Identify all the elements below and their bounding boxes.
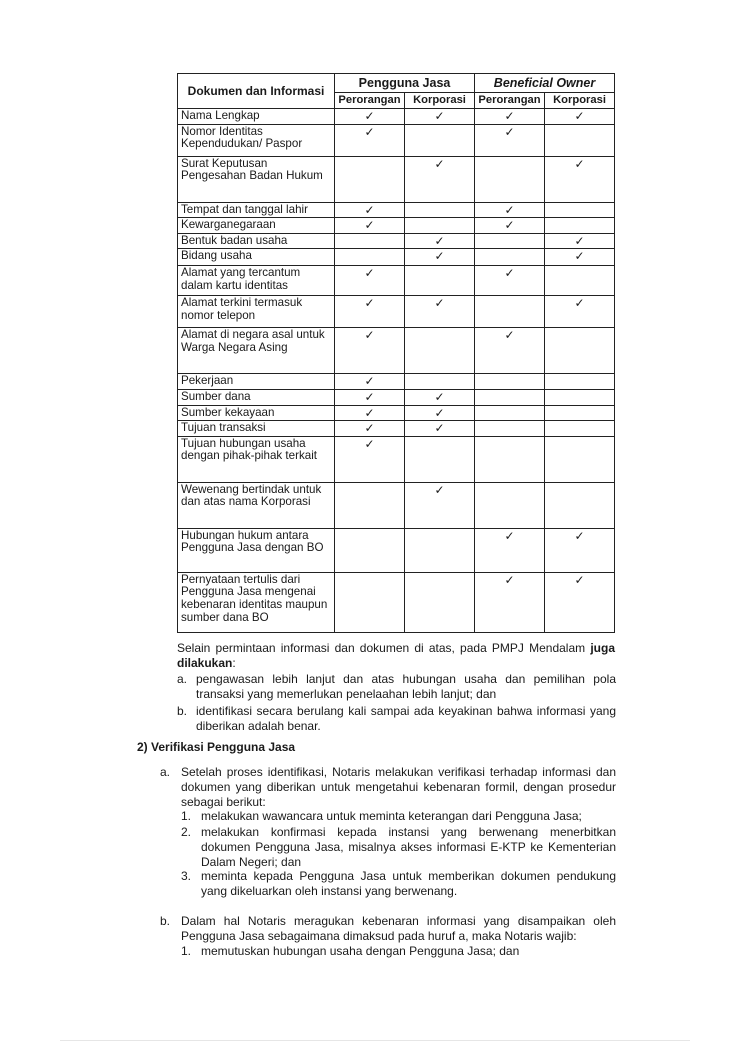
item-text: melakukan wawancara untuk meminta keterangan dari Pengguna Jasa; bbox=[201, 809, 582, 823]
row-label: Tempat dan tanggal lahir bbox=[178, 202, 335, 218]
cell-bo-individual bbox=[475, 296, 545, 328]
cell-user-individual bbox=[335, 202, 405, 218]
item-text: melakukan konfirmasi kepada instansi yang berwenang menerbitkan dokumen Pengguna Jasa, misalnya akses informasi E-KTP ke Kementerian Dalam Negeri; dan bbox=[201, 825, 616, 869]
cell-bo-individual bbox=[475, 266, 545, 296]
checkmark-icon: ✓ bbox=[364, 296, 375, 311]
cell-bo-corporate bbox=[545, 328, 615, 374]
checkmark-icon: ✓ bbox=[574, 109, 585, 123]
checkmark-icon: ✓ bbox=[574, 296, 585, 311]
cell-user-corporate bbox=[405, 374, 475, 390]
item-marker: 1. bbox=[181, 944, 192, 958]
subheader-user-individual: Perorangan bbox=[335, 93, 405, 109]
row-label: Sumber kekayaan bbox=[178, 405, 335, 421]
table-row bbox=[178, 202, 615, 218]
table-row bbox=[178, 528, 615, 572]
checkmark-icon: ✓ bbox=[364, 328, 375, 343]
cell-user-individual bbox=[335, 296, 405, 328]
item-marker: b. bbox=[160, 914, 171, 928]
item-marker: a. bbox=[177, 672, 188, 686]
checkmark-icon: ✓ bbox=[434, 156, 445, 171]
item-text: identifikasi secara berulang kali sampai ada keyakinan bahwa informasi yang diberikan adalah benar. bbox=[196, 704, 616, 733]
cell-bo-corporate bbox=[545, 572, 615, 632]
row-label: Wewenang bertindak untuk dan atas nama Korporasi bbox=[178, 482, 335, 528]
cell-bo-individual bbox=[475, 109, 545, 125]
checkmark-icon: ✓ bbox=[364, 202, 375, 217]
cell-bo-individual bbox=[475, 374, 545, 390]
cell-user-individual bbox=[335, 482, 405, 528]
cell-bo-individual bbox=[475, 436, 545, 482]
table-row bbox=[178, 109, 615, 125]
item-marker: 3. bbox=[181, 869, 192, 883]
list-item bbox=[177, 704, 617, 736]
row-label: Alamat terkini termasuk nomor telepon bbox=[178, 296, 335, 328]
requirements-table bbox=[177, 73, 615, 633]
cell-user-corporate bbox=[405, 109, 475, 125]
table-row bbox=[178, 482, 615, 528]
table-row bbox=[178, 156, 615, 202]
checkmark-icon: ✓ bbox=[504, 572, 515, 587]
checkmark-icon: ✓ bbox=[434, 233, 445, 248]
cell-user-individual bbox=[335, 374, 405, 390]
row-label: Bentuk badan usaha bbox=[178, 233, 335, 249]
section-2a bbox=[160, 765, 616, 905]
checkmark-icon: ✓ bbox=[504, 124, 515, 139]
checkmark-icon: ✓ bbox=[364, 266, 375, 281]
cell-user-individual bbox=[335, 124, 405, 156]
table-row bbox=[178, 421, 615, 437]
cell-bo-individual bbox=[475, 202, 545, 218]
item-text: memutuskan hubungan usaha dengan Pengguna Jasa; dan bbox=[201, 944, 520, 958]
checkmark-icon: ✓ bbox=[504, 202, 515, 217]
cell-bo-corporate bbox=[545, 218, 615, 234]
checkmark-icon: ✓ bbox=[504, 266, 515, 281]
section-heading: 2) Verifikasi Pengguna Jasa bbox=[137, 740, 296, 754]
cell-bo-corporate bbox=[545, 233, 615, 249]
row-label: Nomor Identitas Kependudukan/ Paspor bbox=[178, 124, 335, 156]
cell-bo-corporate bbox=[545, 249, 615, 266]
checkmark-icon: ✓ bbox=[434, 389, 445, 404]
cell-user-corporate bbox=[405, 572, 475, 632]
cell-bo-corporate bbox=[545, 374, 615, 390]
list-item bbox=[181, 944, 616, 959]
checkmark-icon: ✓ bbox=[364, 436, 375, 451]
after-table-list bbox=[177, 672, 617, 736]
table-row bbox=[178, 249, 615, 266]
cell-user-individual bbox=[335, 328, 405, 374]
cell-bo-corporate bbox=[545, 389, 615, 405]
cell-user-corporate bbox=[405, 202, 475, 218]
cell-bo-corporate bbox=[545, 421, 615, 437]
cell-bo-individual bbox=[475, 218, 545, 234]
row-label: Alamat yang tercantum dalam kartu identitas bbox=[178, 266, 335, 296]
cell-bo-individual bbox=[475, 572, 545, 632]
checkmark-icon: ✓ bbox=[434, 109, 445, 123]
checkmark-icon: ✓ bbox=[364, 421, 375, 436]
cell-user-individual bbox=[335, 528, 405, 572]
checkmark-icon: ✓ bbox=[574, 233, 585, 248]
checkmark-icon: ✓ bbox=[434, 421, 445, 436]
checkmark-icon: ✓ bbox=[364, 109, 375, 123]
cell-bo-corporate bbox=[545, 109, 615, 125]
table-row bbox=[178, 405, 615, 421]
header-service-user: Pengguna Jasa bbox=[335, 74, 475, 93]
cell-bo-corporate bbox=[545, 436, 615, 482]
item-text: Setelah proses identifikasi, Notaris melakukan verifikasi terhadap informasi dan dokumen yang diberikan untuk mengetahui kebenaran formil, dengan prosedur sebagai berikut: bbox=[181, 765, 616, 809]
row-label: Nama Lengkap bbox=[178, 109, 335, 125]
row-label: Sumber dana bbox=[178, 389, 335, 405]
cell-bo-corporate bbox=[545, 296, 615, 328]
cell-bo-individual bbox=[475, 233, 545, 249]
table-row bbox=[178, 124, 615, 156]
cell-bo-corporate bbox=[545, 405, 615, 421]
table-row bbox=[178, 233, 615, 249]
subheader-user-corporate: Korporasi bbox=[405, 93, 475, 109]
list-item bbox=[177, 672, 617, 704]
cell-bo-individual bbox=[475, 389, 545, 405]
page-edge-divider bbox=[60, 1040, 690, 1041]
cell-user-individual bbox=[335, 233, 405, 249]
item-marker: a. bbox=[160, 765, 171, 779]
cell-bo-corporate bbox=[545, 528, 615, 572]
cell-bo-corporate bbox=[545, 202, 615, 218]
table-row bbox=[178, 572, 615, 632]
cell-user-corporate bbox=[405, 389, 475, 405]
checkmark-icon: ✓ bbox=[504, 109, 515, 123]
table-row bbox=[178, 328, 615, 374]
cell-user-individual bbox=[335, 389, 405, 405]
cell-user-corporate bbox=[405, 249, 475, 266]
row-label: Alamat di negara asal untuk Warga Negara Asing bbox=[178, 328, 335, 374]
checkmark-icon: ✓ bbox=[434, 482, 445, 497]
cell-user-corporate bbox=[405, 328, 475, 374]
item-marker: 1. bbox=[181, 809, 192, 823]
section-2b bbox=[160, 914, 616, 974]
row-label: Surat Keputusan Pengesahan Badan Hukum bbox=[178, 156, 335, 202]
checkmark-icon: ✓ bbox=[574, 156, 585, 171]
cell-bo-corporate bbox=[545, 156, 615, 202]
row-label: Hubungan hukum antara Pengguna Jasa dengan BO bbox=[178, 528, 335, 572]
cell-bo-corporate bbox=[545, 482, 615, 528]
cell-bo-individual bbox=[475, 124, 545, 156]
row-label: Pernyataan tertulis dari Pengguna Jasa mengenai kebenaran identitas maupun sumber dana BO bbox=[178, 572, 335, 632]
cell-user-individual bbox=[335, 572, 405, 632]
cell-user-corporate bbox=[405, 421, 475, 437]
row-label: Pekerjaan bbox=[178, 374, 335, 390]
row-label: Tujuan transaksi bbox=[178, 421, 335, 437]
cell-user-individual bbox=[335, 218, 405, 234]
list-item bbox=[181, 825, 616, 870]
checkmark-icon: ✓ bbox=[364, 124, 375, 139]
row-label: Bidang usaha bbox=[178, 249, 335, 266]
checkmark-icon: ✓ bbox=[364, 374, 375, 389]
checkmark-icon: ✓ bbox=[574, 528, 585, 543]
item-marker: 2. bbox=[181, 825, 192, 839]
header-documents: Dokumen dan Informasi bbox=[178, 74, 335, 109]
cell-user-corporate bbox=[405, 296, 475, 328]
item-text: Dalam hal Notaris meragukan kebenaran informasi yang disampaikan oleh Pengguna Jasa sebagaimana dimaksud pada huruf a, maka Notaris wajib: bbox=[181, 914, 616, 943]
cell-user-individual bbox=[335, 249, 405, 266]
checkmark-icon: ✓ bbox=[434, 249, 445, 264]
table-row bbox=[178, 436, 615, 482]
cell-user-corporate bbox=[405, 266, 475, 296]
cell-user-individual bbox=[335, 405, 405, 421]
table-row bbox=[178, 296, 615, 328]
checkmark-icon: ✓ bbox=[364, 405, 375, 420]
cell-user-corporate bbox=[405, 124, 475, 156]
item-marker: b. bbox=[177, 704, 188, 718]
intro-paragraph bbox=[177, 641, 615, 671]
table-row bbox=[178, 374, 615, 390]
cell-user-corporate bbox=[405, 482, 475, 528]
list-item bbox=[181, 809, 616, 824]
item-text: meminta kepada Pengguna Jasa untuk memberikan dokumen pendukung yang dikeluarkan oleh instansi yang berwenang. bbox=[201, 869, 616, 898]
checkmark-icon: ✓ bbox=[574, 249, 585, 264]
row-label: Kewarganegaraan bbox=[178, 218, 335, 234]
table-row bbox=[178, 389, 615, 405]
cell-user-individual bbox=[335, 266, 405, 296]
cell-bo-corporate bbox=[545, 124, 615, 156]
intro-end: : bbox=[232, 656, 236, 670]
intro-bold: juga dilakukan bbox=[177, 641, 615, 670]
checkmark-icon: ✓ bbox=[434, 296, 445, 311]
checkmark-icon: ✓ bbox=[574, 572, 585, 587]
cell-user-individual bbox=[335, 421, 405, 437]
checkmark-icon: ✓ bbox=[504, 328, 515, 343]
checkmark-icon: ✓ bbox=[504, 218, 515, 233]
intro-text: Selain permintaan informasi dan dokumen di atas, pada PMPJ Mendalam bbox=[177, 641, 586, 655]
subheader-bo-individual: Perorangan bbox=[475, 93, 545, 109]
list-item bbox=[181, 869, 616, 899]
cell-bo-individual bbox=[475, 249, 545, 266]
checkmark-icon: ✓ bbox=[364, 218, 375, 233]
cell-user-individual bbox=[335, 156, 405, 202]
checkmark-icon: ✓ bbox=[434, 405, 445, 420]
cell-user-corporate bbox=[405, 528, 475, 572]
cell-user-corporate bbox=[405, 218, 475, 234]
cell-user-corporate bbox=[405, 156, 475, 202]
cell-bo-individual bbox=[475, 405, 545, 421]
checkmark-icon: ✓ bbox=[364, 389, 375, 404]
cell-bo-individual bbox=[475, 421, 545, 437]
cell-bo-individual bbox=[475, 528, 545, 572]
cell-bo-individual bbox=[475, 328, 545, 374]
checkmark-icon: ✓ bbox=[504, 528, 515, 543]
cell-user-corporate bbox=[405, 233, 475, 249]
row-label: Tujuan hubungan usaha dengan pihak-pihak terkait bbox=[178, 436, 335, 482]
cell-bo-individual bbox=[475, 482, 545, 528]
subheader-bo-corporate: Korporasi bbox=[545, 93, 615, 109]
cell-user-individual bbox=[335, 109, 405, 125]
table-row bbox=[178, 218, 615, 234]
table-row bbox=[178, 266, 615, 296]
cell-bo-corporate bbox=[545, 266, 615, 296]
cell-user-individual bbox=[335, 436, 405, 482]
item-text: pengawasan lebih lanjut dan atas hubungan usaha dan pemilihan pola transaksi yang memerlukan penelaahan lebih lanjut; dan bbox=[196, 672, 616, 701]
cell-bo-individual bbox=[475, 156, 545, 202]
header-beneficial-owner: Beneficial Owner bbox=[475, 74, 615, 93]
cell-user-corporate bbox=[405, 405, 475, 421]
cell-user-corporate bbox=[405, 436, 475, 482]
